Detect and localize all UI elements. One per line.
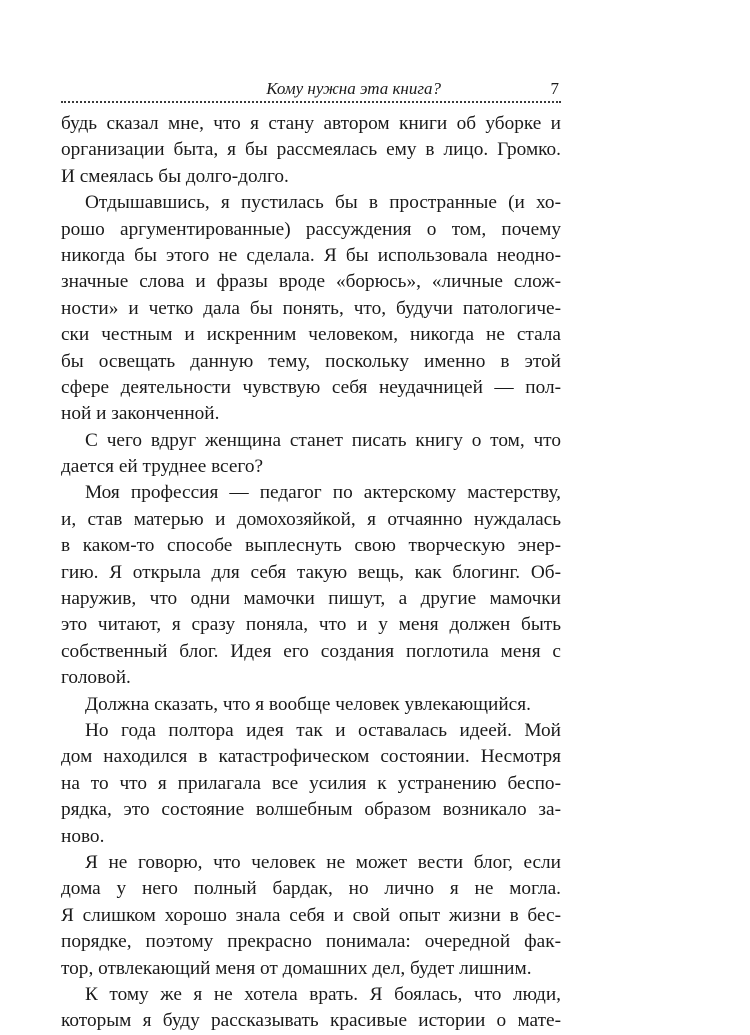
paragraph xyxy=(61,850,561,982)
header-dotted-rule xyxy=(61,101,561,103)
text-line: Я не говорю, что человек не может вести блог, если xyxy=(85,851,561,873)
paragraph xyxy=(61,190,561,428)
text-line: головой. xyxy=(61,667,131,689)
running-header xyxy=(61,78,561,102)
text-line: Отдышавшись, я пустилась бы в пространные (и хо- xyxy=(85,192,561,214)
text-line: дом находился в катастрофическом состоянии. Несмотря xyxy=(61,746,561,768)
text-line: гию. Я открыла для себя такую вещь, как блогинг. Об- xyxy=(61,561,561,583)
text-line: ново. xyxy=(61,825,105,847)
text-line: Должна сказать, что я вообще человек увлекающийся. xyxy=(85,693,531,715)
running-title: Кому нужна эта книга? xyxy=(266,79,441,98)
text-line: рошо аргументированные) рассуждения о том, почему xyxy=(61,218,561,240)
text-line: С чего вдруг женщина станет писать книгу о том, что xyxy=(85,429,561,451)
text-line: ности» и четко дала бы понять, что, будучи патологиче- xyxy=(61,297,561,319)
text-line: бы освещать данную тему, поскольку именно в этой xyxy=(61,350,561,372)
paragraph xyxy=(61,982,561,1035)
text-line: собственный блог. Идея его создания поглотила меня с xyxy=(61,640,561,662)
text-line: Я слишком хорошо знала себя и свой опыт жизни в бес- xyxy=(61,904,561,926)
body-text xyxy=(61,111,561,1035)
text-line: наружив, что одни мамочки пишут, а другие мамочки xyxy=(61,588,561,610)
text-line: на то что я прилагала все усилия к устранению беспо- xyxy=(61,772,561,794)
text-line: И смеялась бы долго-долго. xyxy=(61,165,289,187)
text-line: сфере деятельности чувствую себя неудачницей — пол- xyxy=(61,376,561,398)
text-line: это читают, я сразу поняла, что и у меня должен быть xyxy=(61,614,561,636)
paragraph xyxy=(61,718,561,850)
text-line: Но года полтора идея так и оставалась идеей. Мой xyxy=(85,719,561,741)
text-line: рядка, это состояние волшебным образом возникало за- xyxy=(61,799,561,821)
text-line: ной и законченной. xyxy=(61,403,220,425)
text-line: организации быта, я бы рассмеялась ему в лицо. Громко. xyxy=(61,139,561,161)
text-line: которым я буду рассказывать красивые истории о мате- xyxy=(61,1010,561,1032)
text-line: дается ей труднее всего? xyxy=(61,456,264,478)
text-line: тор, отвлекающий меня от домашних дел, будет лишним. xyxy=(61,957,532,979)
text-line: дома у него полный бардак, но лично я не могла. xyxy=(61,878,561,900)
text-line: никогда бы этого не сделала. Я бы использовала неодно- xyxy=(61,244,561,266)
paragraph xyxy=(61,111,561,190)
text-line: будь сказал мне, что я стану автором книги об уборке и xyxy=(61,113,561,134)
text-line: Моя профессия — педагог по актерскому мастерству, xyxy=(85,482,561,504)
text-line: значные слова и фразы вроде «борюсь», «личные слож- xyxy=(61,271,561,293)
page-number: 7 xyxy=(550,79,559,98)
text-line: ски честным и искренним человеком, никогда не стала xyxy=(61,324,561,346)
text-line: К тому же я не хотела врать. Я боялась, что люди, xyxy=(85,983,561,1005)
paragraph xyxy=(61,692,561,718)
paragraph xyxy=(61,480,561,691)
paragraph xyxy=(61,428,561,481)
text-line: порядке, поэтому прекрасно понимала: очередной фак- xyxy=(61,931,561,953)
text-line: в каком-то способе выплеснуть свою творческую энер- xyxy=(61,535,561,557)
text-line: и, став матерью и домохозяйкой, я отчаянно нуждалась xyxy=(61,508,561,530)
